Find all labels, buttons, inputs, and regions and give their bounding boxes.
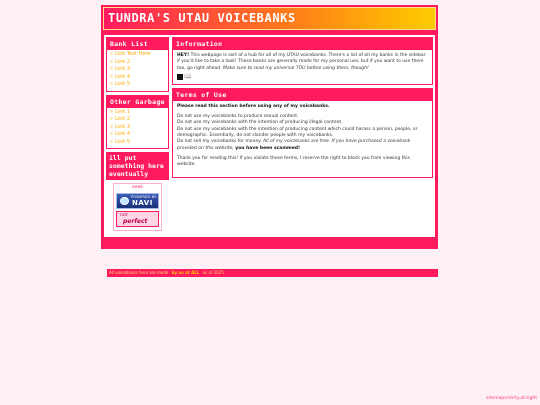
other-garbage-links: [107, 108, 168, 149]
information-title: Information: [173, 38, 432, 50]
bank-list-link[interactable]: » Link 4: [110, 73, 131, 80]
other-garbage-link[interactable]: » Link 4: [110, 131, 131, 137]
other-garbage-box: [106, 95, 169, 150]
terms-box: [172, 88, 433, 178]
arrow-icon: »: [110, 108, 114, 115]
terms-rule: Do not use my voicebanks to produce sexual content.: [177, 114, 299, 120]
bank-list-link[interactable]: » Link 3: [110, 66, 131, 72]
information-text: HEY! This webpage is sort of a hub for all of my UTAU voicebanks. There's a list of all my banks in the sidebar if you'd like to take a look! These banks are generally made for my personal use, but if you want to use them too, go right ahead. Make sure to read my universal TOU before using them, though!: [177, 53, 426, 71]
bank-list-link[interactable]: » Link 2: [110, 58, 131, 65]
arrow-icon: »: [110, 58, 114, 65]
not-perfect-badge[interactable]: [116, 211, 159, 227]
bank-list-box: [106, 37, 169, 92]
other-garbage-title: Other Garbage: [107, 96, 168, 108]
other-garbage-link[interactable]: » Link 1: [110, 108, 131, 115]
arrow-icon: »: [110, 138, 114, 145]
terms-rules: Do not use my voicebanks to produce sexual content. Do not use my voicebanks with the intention of producing illegal content. Do not use my voicebanks with the intention of producing content which could harass a person, people, or demographic. Essentially, do not slander people with my voicebanks. Do not sell my voicebanks for money. All of my voicebanks are free. If you have purchased a voicebank provided on this website, you have been scammed!: [177, 114, 418, 151]
main-column: [172, 37, 433, 181]
perfect-badge-top: not: [120, 213, 128, 218]
arrow-icon: »: [110, 51, 114, 57]
black-square-icon: [177, 74, 183, 80]
other-garbage-link[interactable]: » Link 3: [110, 123, 131, 130]
terms-rule: Do not use my voicebanks with the intention of producing illegal content.: [177, 120, 343, 126]
bank-list-links: [107, 50, 168, 91]
perfect-badge-label: perfect: [123, 218, 148, 225]
information-icons: [177, 74, 428, 80]
footer-highlight[interactable]: by us at ALL: [171, 270, 200, 275]
bank-list-link[interactable]: » Link Text Here: [110, 51, 151, 57]
eye-icon: [120, 197, 129, 205]
bank-list-title: Bank List: [107, 38, 168, 50]
book-icon: 📖: [184, 72, 192, 80]
content-area: [104, 35, 435, 275]
terms-thanks: Thank you for reading this! If you violate these terms, I reserve the right to block you from viewing this website.: [177, 155, 410, 168]
arrow-icon: »: [110, 123, 114, 130]
terms-body: [173, 101, 432, 177]
other-garbage-link[interactable]: » Link 2: [110, 116, 131, 122]
terms-intro: Please read this section before using any of my voicebanks.: [177, 103, 330, 109]
badge-box: [113, 183, 162, 231]
arrow-icon: »: [110, 81, 114, 87]
navi-badge[interactable]: [116, 193, 159, 209]
other-garbage-link[interactable]: » Link 5: [110, 138, 131, 145]
arrow-icon: »: [110, 66, 114, 72]
footer: All voicebanks here are made by us at ALL as of 2025: [107, 269, 438, 277]
navi-badge-label: NAVI: [132, 199, 153, 207]
arrow-icon: »: [110, 116, 114, 122]
arrow-icon: »: [110, 131, 114, 137]
site-title: TUNDRA'S UTAU VOICEBANKS: [108, 11, 296, 25]
navi-badge-top: POWERED BY: [131, 195, 157, 199]
bank-list-link[interactable]: » Link 5: [110, 81, 131, 87]
information-box: [172, 37, 433, 85]
page-frame: [101, 5, 438, 275]
terms-rule-sell: Do not sell my voicebanks for money.: [177, 139, 263, 145]
information-body: [173, 50, 432, 84]
site-header: [103, 7, 436, 30]
sidebar: [106, 37, 169, 231]
terms-title: Terms of Use: [173, 89, 432, 101]
sidebar-note: ill put something here eventually: [106, 152, 169, 180]
terms-rule: Do not use my voicebanks with the intention of producing content which could harass a person, people, or demographic. Essentially, do not slander people with my voicebanks.: [177, 126, 418, 139]
arrow-icon: »: [110, 73, 114, 80]
badge-caption: eeek: [132, 185, 143, 190]
watermark: sitemaps/shrty.all.light: [486, 396, 537, 401]
